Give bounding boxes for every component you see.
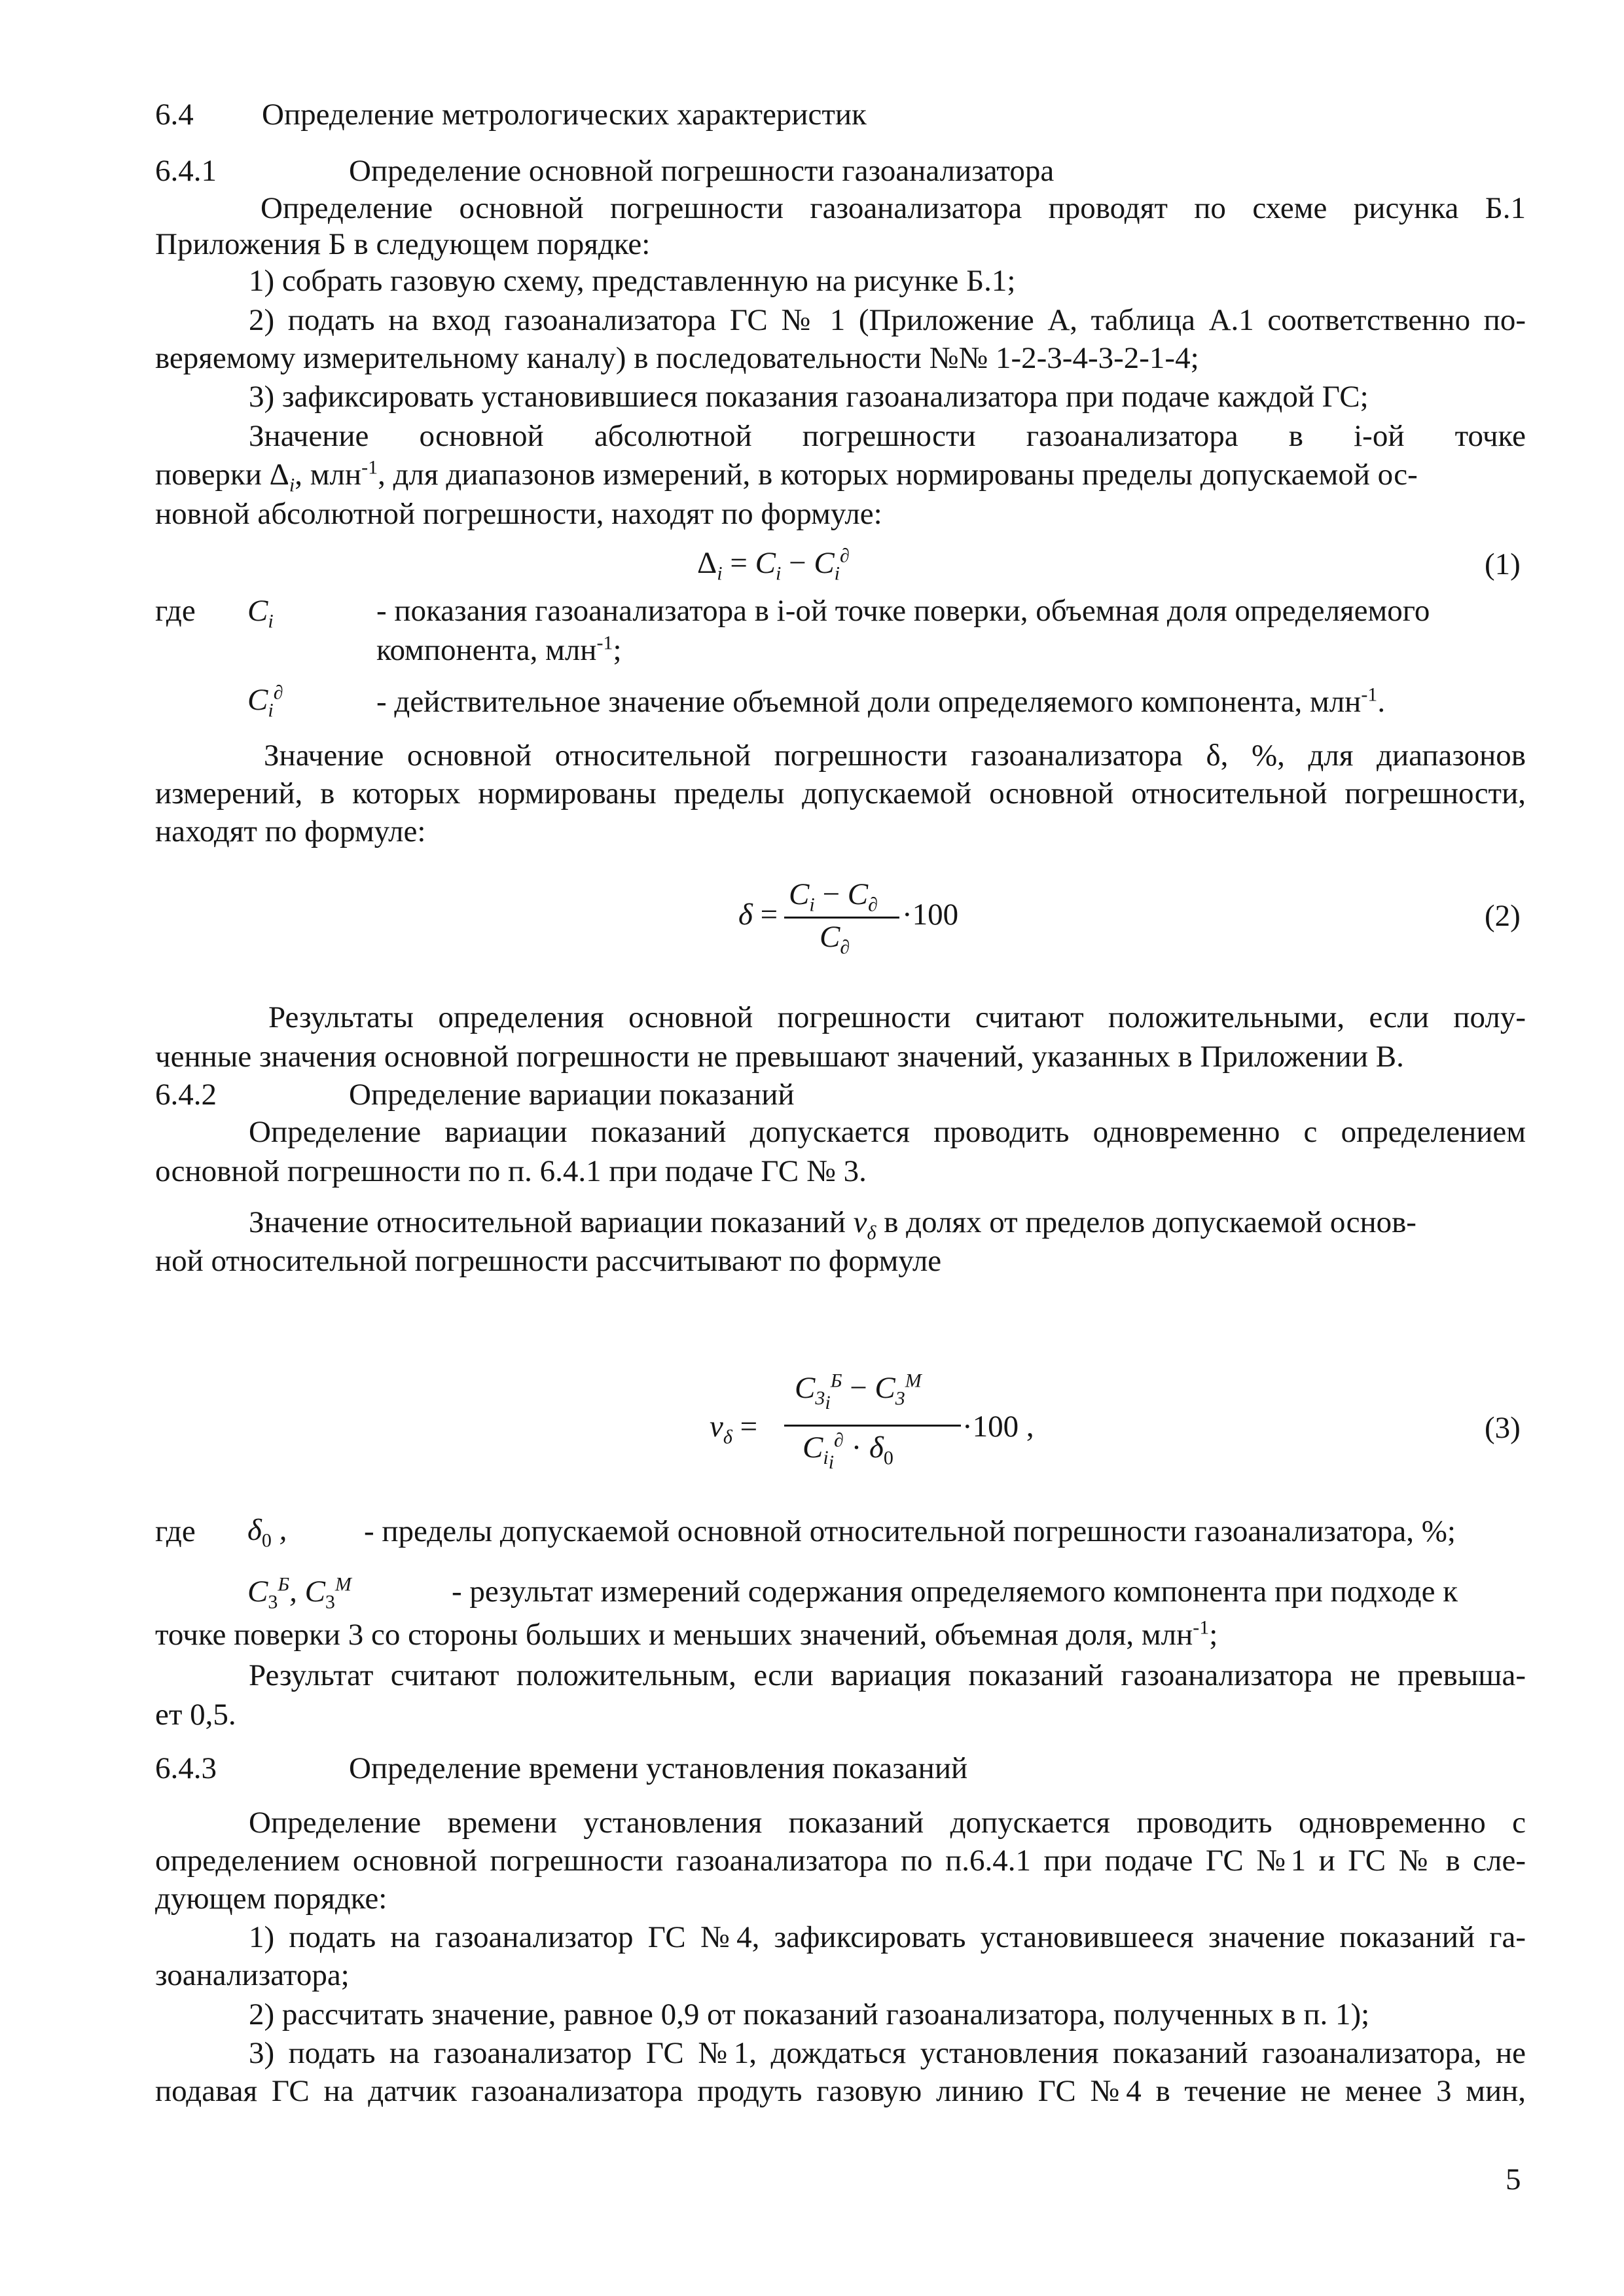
list-item: 3) подать на газоанализатор ГС №1, дождаться установления показаний газоанализатора, не [249, 2036, 1526, 2070]
paragraph-line: поверки $\Delta_i$, млн$^{-1}$, для диапазонов измерений, в которых нормированы пределы допускаемой ос- [155, 456, 1418, 496]
text-run: , млн [295, 458, 362, 492]
fraction-bar [784, 917, 899, 919]
formula-factor: ·100 [902, 898, 959, 932]
formula-denominator: $C_{i_i}^\partial \cdot \delta_0$ [803, 1429, 893, 1474]
superscript: -1 [1193, 1616, 1210, 1639]
definition-line: - показания газоанализатора в i-ой точке поверки, объемная доля определяемого [376, 594, 1430, 628]
symbol-cbm: $C_3^Б$, $C_3^М$ [247, 1573, 352, 1613]
subsection-number: 6.4.2 [155, 1078, 217, 1112]
paragraph-line: Значение основной абсолютной погрешности газоанализатора в i-ой точке [249, 419, 1526, 453]
list-item: 2) рассчитать значение, равное 0,9 от показаний газоанализатора, полученных в п. 1); [249, 1997, 1370, 2032]
section-title: Определение метрологических характеристик [262, 98, 867, 132]
superscript: -1 [361, 456, 378, 479]
definition-line: - действительное значение объемной доли определяемого компонента, млн$^{-1}$. [376, 683, 1386, 719]
paragraph-line: ченные значения основной погрешности не превышают значений, указанных в Приложении В. [155, 1040, 1404, 1074]
formula-number: (1) [1485, 547, 1521, 581]
formula-number: (2) [1485, 899, 1521, 933]
text-run: - действительное значение объемной доли определяемого компонента, млн [376, 685, 1362, 719]
paragraph-line: Значение основной относительной погрешности газоанализатора δ, %, для диапазонов [264, 738, 1526, 773]
definition-line: - пределы допускаемой основной относительной погрешности газоанализатора, %; [364, 1514, 1456, 1548]
definition-line: компонента, млн$^{-1}$; [376, 632, 622, 667]
fraction-bar [784, 1425, 961, 1427]
formula-factor: ·100 , [962, 1410, 1034, 1444]
list-item: 3) зафиксировать установившиеся показания газоанализатора при подаче каждой ГС; [249, 380, 1369, 414]
definition-line: точке поверки 3 со стороны больших и меньших значений, объемная доля, млн$^{-1}$; [155, 1616, 1218, 1652]
formula-lhs: $\nu_\delta$ = [710, 1410, 758, 1448]
definition-line: - результат измерений содержания определяемого компонента при подходе к [452, 1575, 1458, 1609]
symbol-nu: $\nu_\delta$ [853, 1205, 876, 1244]
formula-numerator: $C_{3_i}^Б - C_3^М$ [795, 1370, 922, 1414]
superscript: -1 [1361, 683, 1378, 706]
paragraph-line [249, 1203, 1416, 1244]
formula-number: (3) [1485, 1411, 1521, 1445]
paragraph-line: Приложения Б в следующем порядке: [155, 227, 651, 261]
where-label: где [155, 594, 196, 628]
paragraph-line: ной относительной погрешности рассчитывают по формуле [155, 1244, 942, 1278]
subsection-number: 6.4.1 [155, 154, 217, 188]
paragraph-line: Определение основной погрешности газоанализатора проводят по схеме рисунка Б.1 [261, 191, 1526, 225]
paragraph-line: основной погрешности по п. 6.4.1 при подаче ГС № 3. [155, 1154, 867, 1188]
subsection-title: Определение времени установления показаний [349, 1751, 968, 1785]
paragraph-line: Результаты определения основной погрешности считают положительными, если полу- [268, 1000, 1526, 1034]
paragraph-line: определением основной погрешности газоанализатора по п.6.4.1 при подаче ГС №1 и ГС № в сле- [155, 1844, 1526, 1878]
formula-denominator: $C_\partial$ [820, 920, 850, 958]
formula-1: $\Delta_i = C_i - C_i^\partial$ [697, 545, 850, 585]
list-item: веряемому измерительному каналу) в последовательности №№ 1-2-3-4-3-2-1-4; [155, 341, 1199, 375]
symbol-cd: $C_i^\partial$ [247, 682, 283, 721]
list-item: зоанализатора; [155, 1958, 350, 1992]
paragraph-line: новной абсолютной погрешности, находят по формуле: [155, 497, 882, 531]
text-run: Значение относительной вариации показаний [249, 1205, 846, 1239]
list-item: 1) подать на газоанализатор ГС №4, зафиксировать установившееся значение показаний га- [249, 1920, 1526, 1954]
section-number: 6.4 [155, 98, 194, 132]
list-item: 1) собрать газовую схему, представленную на рисунке Б.1; [249, 264, 1016, 298]
where-label: где [155, 1514, 196, 1548]
subsection-title: Определение основной погрешности газоанализатора [349, 154, 1055, 188]
paragraph-line: измерений, в которых нормированы пределы допускаемой основной относительной погрешности, [155, 776, 1526, 811]
paragraph-line: Результат считают положительным, если вариация показаний газоанализатора не превыша- [249, 1658, 1526, 1692]
text-run: , для диапазонов измерений, в которых нормированы пределы допускаемой ос- [378, 458, 1418, 492]
paragraph-line: Определение времени установления показаний допускается проводить одновременно с [249, 1806, 1526, 1840]
text-run: точке поверки 3 со стороны больших и меньших значений, объемная доля, млн [155, 1618, 1193, 1652]
superscript: -1 [596, 632, 613, 654]
subsection-title: Определение вариации показаний [349, 1078, 795, 1112]
text-run: поверки Δ [155, 458, 289, 492]
paragraph-line: дующем порядке: [155, 1882, 388, 1916]
paragraph-line: ет 0,5. [155, 1698, 236, 1732]
symbol-delta0: $\delta_0$ , [247, 1513, 287, 1552]
list-item: 2) подать на вход газоанализатора ГС № 1 (Приложение А, таблица А.1 соответственно по- [249, 303, 1526, 337]
list-item: подавая ГС на датчик газоанализатора продуть газовую линию ГС №4 в течение не менее 3 мин, [155, 2074, 1526, 2108]
symbol-ci: $C_i$ [247, 594, 274, 632]
text-run: в долях от пределов допускаемой основ- [884, 1205, 1416, 1239]
text-run: компонента, млн [376, 633, 597, 667]
paragraph-line: Определение вариации показаний допускается проводить одновременно с определением [249, 1115, 1526, 1149]
formula-lhs: δ = [738, 898, 778, 932]
subsection-number: 6.4.3 [155, 1751, 217, 1785]
page-number: 5 [1506, 2162, 1521, 2196]
paragraph-line: находят по формуле: [155, 814, 426, 848]
formula-numerator: $C_i - C_\partial$ [789, 877, 878, 916]
